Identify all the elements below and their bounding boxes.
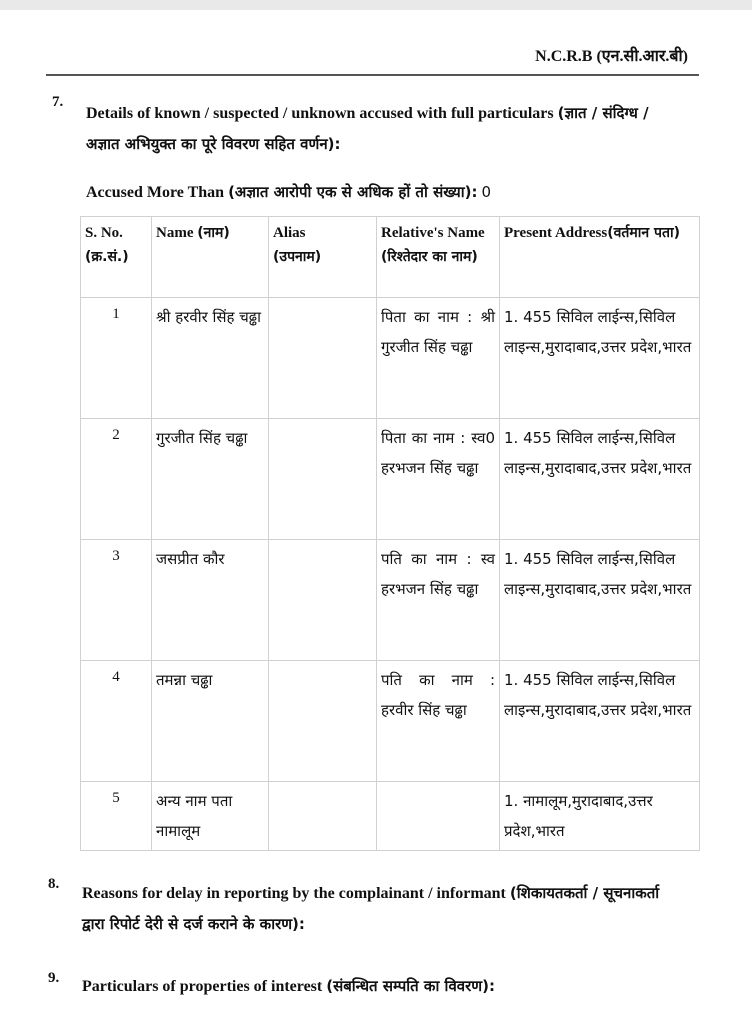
cell-name: तमन्ना चढ्ढा bbox=[152, 661, 269, 782]
section-7-title-hi: (ज्ञात / संदिग्ध / अज्ञात अभियुक्त का पूरे विवरण सहित वर्णन): bbox=[86, 104, 649, 153]
column-header-address: Present Address(वर्तमान पता) bbox=[500, 217, 700, 298]
header-divider bbox=[46, 74, 699, 76]
section-7-title-en: Details of known / suspected / unknown accused with full particulars bbox=[86, 105, 554, 122]
column-header-relative: Relative's Name (रिश्तेदार का नाम) bbox=[377, 217, 500, 298]
section-8-title-hi: (शिकायतकर्ता / सूचनाकर्ता द्वारा रिपोर्ट देरी से दर्ज कराने के कारण): bbox=[82, 884, 660, 933]
section-8-number: 8. bbox=[48, 876, 60, 892]
table-row bbox=[81, 298, 700, 419]
cell-relative: पिता का नाम : श्री गुरजीत सिंह चढ्ढा bbox=[377, 298, 500, 419]
table-header-row bbox=[81, 217, 700, 298]
section-9-title-hi: (संबन्धित सम्पति का विवरण): bbox=[326, 977, 495, 995]
accused-more-label-en: Accused More Than bbox=[86, 184, 225, 201]
cell-alias bbox=[269, 782, 377, 851]
cell-name: जसप्रीत कौर bbox=[152, 540, 269, 661]
cell-sno: 2 bbox=[81, 419, 152, 540]
cell-address: 1. 455 सिविल लाईन्स,सिविल लाइन्स,मुरादाबाद,उत्तर प्रदेश,भारत bbox=[500, 298, 700, 419]
cell-address: 1. 455 सिविल लाईन्स,सिविल लाइन्स,मुरादाबाद,उत्तर प्रदेश,भारत bbox=[500, 419, 700, 540]
section-9-title-en: Particulars of properties of interest bbox=[82, 978, 323, 995]
cell-name: अन्य नाम पता नामालूम bbox=[152, 782, 269, 851]
cell-address: 1. 455 सिविल लाईन्स,सिविल लाइन्स,मुरादाबाद,उत्तर प्रदेश,भारत bbox=[500, 540, 700, 661]
agency-header: N.C.R.B (एन.सी.आर.बी) bbox=[535, 48, 688, 65]
table-row bbox=[81, 540, 700, 661]
cell-relative bbox=[377, 782, 500, 851]
column-header-sno: S. No. (क्र.सं.) bbox=[81, 217, 152, 298]
column-header-name: Name (नाम) bbox=[152, 217, 269, 298]
section-9-number: 9. bbox=[48, 970, 60, 986]
accused-more-than bbox=[86, 182, 491, 202]
cell-sno: 5 bbox=[81, 782, 152, 851]
cell-alias bbox=[269, 661, 377, 782]
cell-sno: 4 bbox=[81, 661, 152, 782]
section-7-number: 7. bbox=[52, 94, 64, 110]
table-row bbox=[81, 661, 700, 782]
cell-alias bbox=[269, 419, 377, 540]
cell-name: श्री हरवीर सिंह चढ्ढा bbox=[152, 298, 269, 419]
top-bar bbox=[0, 0, 752, 10]
cell-sno: 3 bbox=[81, 540, 152, 661]
cell-alias bbox=[269, 298, 377, 419]
cell-relative: पिता का नाम : स्व0 हरभजन सिंह चढ्ढा bbox=[377, 419, 500, 540]
accused-more-value: 0 bbox=[481, 183, 491, 201]
accused-more-label-hi: (अज्ञात आरोपी एक से अधिक हों तो संख्या): bbox=[228, 183, 478, 201]
section-8-title bbox=[82, 878, 682, 940]
cell-relative: पति का नाम : हरवीर सिंह चढ्ढा bbox=[377, 661, 500, 782]
cell-relative: पति का नाम : स्व हरभजन सिंह चढ्ढा bbox=[377, 540, 500, 661]
table-row bbox=[81, 782, 700, 851]
section-8-title-en: Reasons for delay in reporting by the complainant / informant bbox=[82, 885, 506, 902]
section-7-title bbox=[86, 98, 676, 160]
column-header-alias: Alias (उपनाम) bbox=[269, 217, 377, 298]
cell-sno: 1 bbox=[81, 298, 152, 419]
table-row bbox=[81, 419, 700, 540]
section-9-title bbox=[82, 971, 682, 1002]
cell-alias bbox=[269, 540, 377, 661]
cell-address: 1. 455 सिविल लाईन्स,सिविल लाइन्स,मुरादाबाद,उत्तर प्रदेश,भारत bbox=[500, 661, 700, 782]
cell-address: 1. नामालूम,मुरादाबाद,उत्तर प्रदेश,भारत bbox=[500, 782, 700, 851]
accused-table bbox=[80, 216, 700, 851]
cell-name: गुरजीत सिंह चढ्ढा bbox=[152, 419, 269, 540]
